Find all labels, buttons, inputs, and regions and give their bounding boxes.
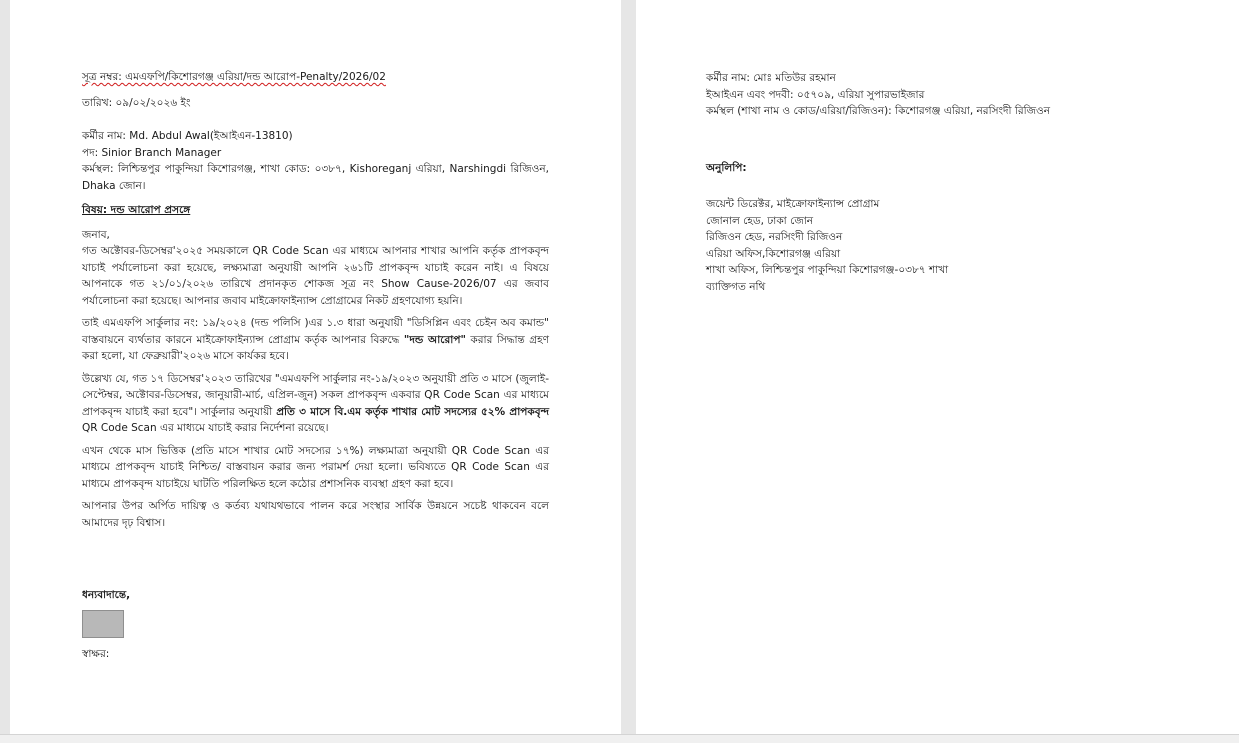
copy-item: শাখা অফিস, লিশ্চিন্তপুর পাকুন্দিয়া কিশোরগঞ্জ-০৩৮৭ শাখা [706,264,949,276]
paragraph-4: এখন থেকে মাস ভিত্তিক (প্রতি মাসে শাখার মোট সদস্যের ১৭%) লক্ষ্যমাত্রা অনুযায়ী QR Code Scan এর মাধ্যমে প্রাপকবৃন্দ যাচাই নিশ্চিত/ বাস্তবায়ন করার জন্য পরামর্শ দেয়া হলো। ভবিষ্যতে QR Code Scan এর মাধ্যমে প্রাপকবৃন্দ যাচাইয়ে ঘাটতি পরিলক্ষিত হলে কঠোর প্রশাসনিক ব্যবস্থা গ্রহণ করা হবে। [82,444,549,490]
closing: ধন্যবাদান্তে, [82,589,131,601]
copy-item: ব্যাক্তিগত নথি [706,280,766,293]
employee-designation: পদ: Sinior Branch Manager [82,146,222,159]
document-page-1 [10,0,621,734]
reference-number: সূত্র নম্বর: এমএফপি/কিশোরগঞ্জ এরিয়া/দন্ড আরোপ-Penalty/2026/02 [82,71,386,83]
sender-ein-designation: ইআইএন এবং পদবী: ০৫৭০৯, এরিয়া সুপারভাইজার [706,88,925,101]
paragraph-2-text-a: তাই এমএফপি সার্কুলার নং: ১৯/২০২৪ (দন্ড পলিসি )এর ১.৩ ধারা অনুযায়ী "ডিসিপ্লিন এবং চেইন অব কমান্ড" বাস্তবায়নে ব্যর্থতার কারনে মাইক্রোফাইন্যান্স প্রোগ্রাম কর্তৃক আপনার বিরুদ্ধে [82,317,549,346]
paragraph-3-text-b: QR Code Scan এর মাধ্যমে যাচাই করার নির্দেশনা রয়েছে। [82,422,329,434]
letter-subject: বিষয়: দন্ড আরোপ প্রসঙ্গে [82,204,191,216]
document-page-2 [636,0,1239,734]
letter-date: তারিখ: ০৯/০২/২০২৬ ইং [82,96,191,109]
paragraph-5: আপনার উপর অর্পিত দায়িত্ব ও কর্তব্য যথাযথভাবে পালন করে সংস্থার সার্বিক উন্নয়নে সচেষ্ট থাকবেন বলে আমাদের দৃঢ় বিশ্বাস। [82,500,549,529]
paragraph-2-text-b: করার সিদ্ধান্ত গ্রহণ করা হলো, যা ফেব্রুয়ারী'২০২৬ মাসে কার্যকর হবে। [82,333,549,362]
paragraph-2-emphasis: "দন্ড আরোপ" [403,333,466,346]
paragraph-3 [82,371,549,437]
copy-item: রিজিওন হেড, নরসিংদী রিজিওন [706,231,843,243]
signature-image [82,610,124,638]
sender-workplace: কর্মস্থল (শাখা নাম ও কোড/এরিয়া/রিজিওন): কিশোরগঞ্জ এরিয়া, নরসিংদী রিজিওন [706,105,1051,117]
paragraph-1: গত অক্টোবর-ডিসেম্বর'২০২৫ সময়কালে QR Code Scan এর মাধ্যমে আপনার শাখার আপনি কর্তৃক প্রাপকবৃন্দ যাচাই পর্যালোচনা করা হয়েছে, লক্ষ্যমাত্রা অনুযায়ী আপনি ২৬১টি প্রাপকবৃন্দ যাচাই করেন নাই। এ বিষয়ে আপনাকে গত ২১/০১/২০২৬ তারিখে প্রদানকৃত শোকজ সূত্র নং Show Cause-2026/07 এর জবাব পর্যালোচনা করা হয়েছে। আপনার জবাব মাইক্রোফাইন্যান্স প্রোগ্রামের নিকট গ্রহণযোগ্য হয়নি। [82,245,549,307]
sender-name: কর্মীর নাম: মোঃ মতিউর রহমান [706,72,836,84]
copy-item: জয়েন্ট ডিরেক্টর, মাইক্রোফাইন্যান্স প্রোগ্রাম [706,198,880,210]
signature-label: স্বাক্ষর: [82,647,110,660]
copies-list [706,196,1199,295]
copies-heading: অনুলিপি: [706,161,747,174]
salutation: জনাব, [82,228,110,241]
paragraph-3-text-a: উল্লেখ্য যে, গত ১৭ ডিসেম্বর'২০২৩ তারিখের "এমএফপি সার্কুলার নং-১৯/২০২৩ অনুযায়ী প্রতি ৩ মাসে (জুলাই-সেপ্টেম্বর, অক্টোবর-ডিসেম্বর, জানুয়ারী-মার্চ, এপ্রিল-জুন) সকল প্রাপকবৃন্দ একবার QR Code Scan এর মাধ্যমে প্রাপকবৃন্দ যাচাই করা হবে"। সার্কুলার অনুযায়ী [82,372,549,418]
paragraph-3-emphasis: প্রতি ৩ মাসে বি.এম কর্তৃক শাখার মোট সদস্যের ৫২% প্রাপকবৃন্দ [276,405,549,418]
paragraph-2 [82,315,549,365]
employee-name: কর্মীর নাম: Md. Abdul Awal(ইআইএন-13810) [82,130,293,142]
copy-item: এরিয়া অফিস,কিশোরগঞ্জ এরিয়া [706,247,841,260]
employee-workplace: কর্মস্থল: লিশ্চিন্তপুর পাকুন্দিয়া কিশোরগঞ্জ, শাখা কোড: ০৩৮৭, Kishoreganj এরিয়া, Narshingdi রিজিওন, Dhaka জোন। [82,163,549,192]
copy-item: জোনাল হেড, ঢাকা জোন [706,214,814,227]
